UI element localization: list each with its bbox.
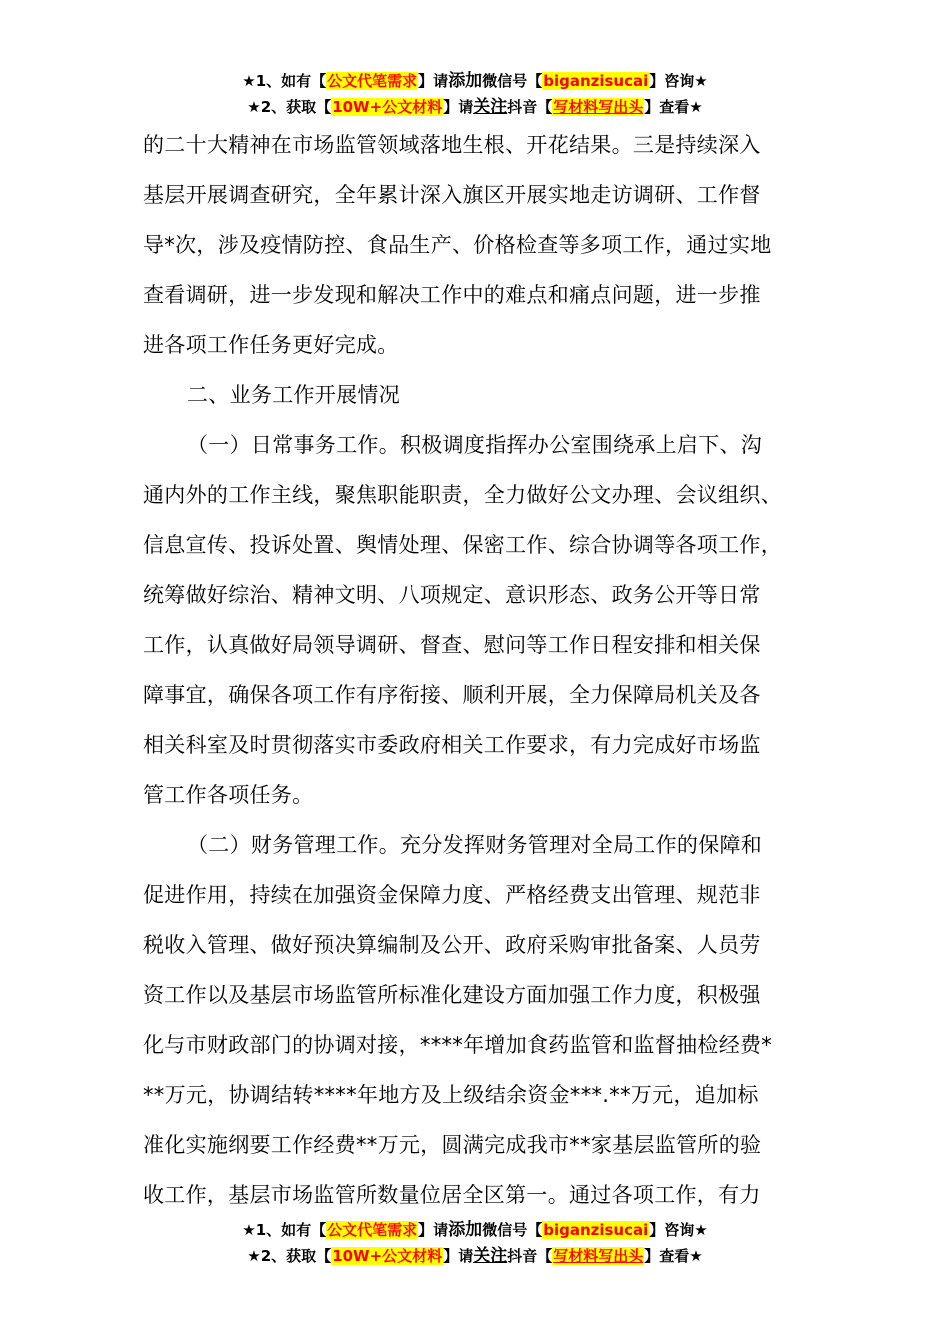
promo-text: ★2、获取【 bbox=[247, 98, 332, 116]
document-body bbox=[143, 120, 827, 1220]
body-line: 通内外的工作主线，聚焦职能职责，全力做好公文办理、会议组织、 bbox=[143, 483, 782, 507]
promo-text: 】咨询★ bbox=[649, 72, 708, 90]
promo-text: 微信号【 bbox=[482, 1221, 543, 1239]
promo-text: ★1、如有【 bbox=[242, 72, 327, 90]
promo-text: 】查看★ bbox=[644, 1247, 703, 1265]
promo-highlight-wechat: biganzisucai bbox=[543, 1221, 649, 1239]
body-line: 资工作以及基层市场监管所标准化建设方面加强工作力度，积极强 bbox=[143, 983, 761, 1007]
body-line: 基层开展调查研究，全年累计深入旗区开展实地走访调研、工作督 bbox=[143, 183, 761, 207]
promo-banner-top bbox=[0, 68, 950, 120]
promo-text: 抖音【 bbox=[507, 98, 553, 116]
body-line: 工作，认真做好局领导调研、督查、慰问等工作日程安排和相关保 bbox=[143, 633, 761, 657]
promo-line-2 bbox=[0, 94, 950, 120]
body-line: 查看调研，进一步发现和解决工作中的难点和痛点问题，进一步推 bbox=[143, 283, 761, 307]
promo-text: 】查看★ bbox=[644, 98, 703, 116]
section-heading: 二、业务工作开展情况 bbox=[187, 383, 400, 407]
body-line: 信息宣传、投诉处置、舆情处理、保密工作、综合协调等各项工作， bbox=[143, 533, 782, 557]
body-line: 进各项工作任务更好完成。 bbox=[143, 333, 399, 357]
promo-highlight-service: 公文代笔需求 bbox=[327, 72, 418, 90]
promo-highlight-service: 公文代笔需求 bbox=[327, 1221, 418, 1239]
body-line: 导*次，涉及疫情防控、食品生产、价格检查等多项工作，通过实地 bbox=[143, 233, 772, 257]
body-line: 促进作用，持续在加强资金保障力度、严格经费支出管理、规范非 bbox=[143, 883, 761, 907]
body-line: 管工作各项任务。 bbox=[143, 783, 314, 807]
promo-text: 】咨询★ bbox=[649, 1221, 708, 1239]
body-line: （一）日常事务工作。积极调度指挥办公室围绕承上启下、沟 bbox=[187, 433, 763, 457]
promo-text: 】请 bbox=[443, 1247, 474, 1265]
promo-banner-bottom bbox=[0, 1217, 950, 1269]
body-line: 的二十大精神在市场监管领域落地生根、开花结果。三是持续深入 bbox=[143, 133, 761, 157]
body-line: 相关科室及时贯彻落实市委政府相关工作要求，有力完成好市场监 bbox=[143, 733, 761, 757]
body-line: 税收入管理、做好预决算编制及公开、政府采购审批备案、人员劳 bbox=[143, 933, 761, 957]
promo-line-1 bbox=[0, 68, 950, 94]
body-line: 化与市财政部门的协调对接，****年增加食药监管和监督抽检经费* bbox=[143, 1033, 773, 1057]
promo-strong-follow: 关注 bbox=[473, 1246, 508, 1266]
promo-highlight-wechat: biganzisucai bbox=[543, 72, 649, 90]
promo-text: ★2、获取【 bbox=[247, 1247, 332, 1265]
promo-highlight-materials: 10W+公文材料 bbox=[332, 98, 443, 116]
promo-line-1 bbox=[0, 1217, 950, 1243]
body-line: 收工作，基层市场监管所数量位居全区第一。通过各项工作，有力 bbox=[143, 1183, 761, 1207]
body-line: 障事宜，确保各项工作有序衔接、顺利开展，全力保障局机关及各 bbox=[143, 683, 761, 707]
body-line: 统筹做好综治、精神文明、八项规定、意识形态、政务公开等日常 bbox=[143, 583, 761, 607]
promo-text: 】请 bbox=[443, 98, 474, 116]
body-line: （二）财务管理工作。充分发挥财务管理对全局工作的保障和 bbox=[187, 833, 763, 857]
promo-strong-follow: 关注 bbox=[473, 97, 508, 117]
promo-highlight-materials: 10W+公文材料 bbox=[332, 1247, 443, 1265]
promo-highlight-douyin: 写材料写出头 bbox=[553, 98, 644, 116]
promo-text: 】请 bbox=[418, 72, 449, 90]
promo-text: 】请 bbox=[418, 1221, 449, 1239]
promo-text: 抖音【 bbox=[507, 1247, 553, 1265]
promo-text: 微信号【 bbox=[482, 72, 543, 90]
body-line: 准化实施纲要工作经费**万元，圆满完成我市**家基层监管所的验 bbox=[143, 1133, 762, 1157]
promo-highlight-douyin: 写材料写出头 bbox=[553, 1247, 644, 1265]
promo-text: ★1、如有【 bbox=[242, 1221, 327, 1239]
promo-line-2 bbox=[0, 1243, 950, 1269]
promo-strong-add: 添加 bbox=[448, 71, 483, 91]
body-line: **万元，协调结转****年地方及上级结余资金***.**万元，追加标 bbox=[143, 1083, 759, 1107]
promo-strong-add: 添加 bbox=[448, 1220, 483, 1240]
